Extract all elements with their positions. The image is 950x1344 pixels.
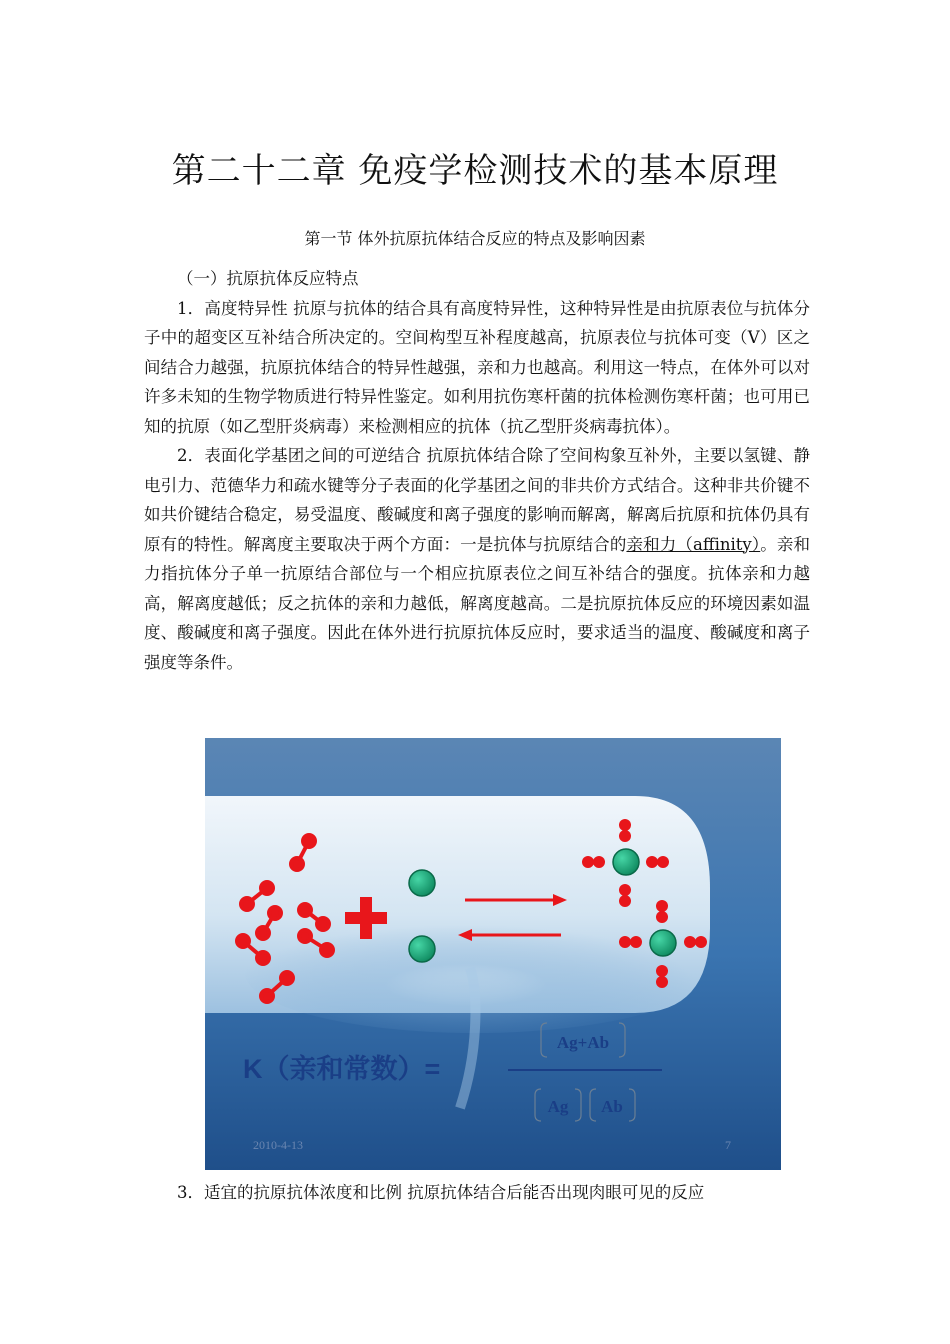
formula-left: K（亲和常数）=: [243, 1054, 441, 1084]
paragraph-2-text-b: 。亲和力指抗体分子单一抗原结合部位与一个相应抗原表位之间互补结合的强度。抗体亲和力越高，解离度越低；反之抗体的亲和力越低，解离度越高。二是抗原抗体反应的环境因素如温度、酸碱度和离子强度。因此在体外进行抗原抗体反应时，要求适当的温度、酸碱度和离子强度等条件。: [144, 534, 811, 672]
affinity-term: 亲和力（affinity）: [626, 534, 761, 554]
affinity-constant-figure: [205, 738, 781, 1170]
paragraph-concentration: 3．适宜的抗原抗体浓度和比例 抗原抗体结合后能否出现肉眼可见的反应: [177, 1183, 705, 1202]
slide-page-number: 7: [725, 1138, 731, 1152]
body-text-continued: [144, 1178, 810, 1208]
body-text: [144, 264, 810, 677]
chapter-title: 第二十二章 免疫学检测技术的基本原理: [171, 151, 779, 191]
formula-denominator-ab: Ab: [601, 1097, 623, 1116]
paragraph-specificity: 1．高度特异性 抗原与抗体的结合具有高度特异性，这种特异性是由抗原表位与抗体分子中的超变区互补结合所决定的。空间构型互补程度越高，抗原表位与抗体可变（V）区之间结合力越强，抗原抗体结合的特异性越强，亲和力也越高。利用这一特点，在体外可以对许多未知的生物学物质进行特异性鉴定。如利用抗伤寒杆菌的抗体检测伤寒杆菌；也可用已知的抗原（如乙型肝炎病毒）来检测相应的抗体（抗乙型肝炎病毒抗体）。: [144, 298, 810, 436]
section-title: 第一节 体外抗原抗体结合反应的特点及影响因素: [304, 229, 646, 248]
slide-date: 2010-4-13: [253, 1138, 303, 1152]
antibody-circle: [409, 870, 435, 896]
paragraph-reversible-binding: [144, 441, 810, 677]
formula-numerator: Ag+Ab: [556, 1033, 610, 1052]
subsection-heading: （一）抗原抗体反应特点: [177, 269, 359, 288]
formula-denominator-ag: Ag: [547, 1097, 569, 1116]
paragraph-2-text-a: 2．表面化学基团之间的可逆结合 抗原抗体结合除了空间构象互补外，主要以氢键、静电引力、范德华力和疏水键等分子表面的化学基团之间的非共价方式结合。这种非共价键不如共价键结合稳定，易受温度、酸碱度和离子强度的影响而解离，解离后抗原和抗体仍具有原有的特性。解离度主要取决于两个方面：一是抗体与抗原结合的: [144, 446, 810, 554]
antibody-circle: [409, 936, 435, 962]
